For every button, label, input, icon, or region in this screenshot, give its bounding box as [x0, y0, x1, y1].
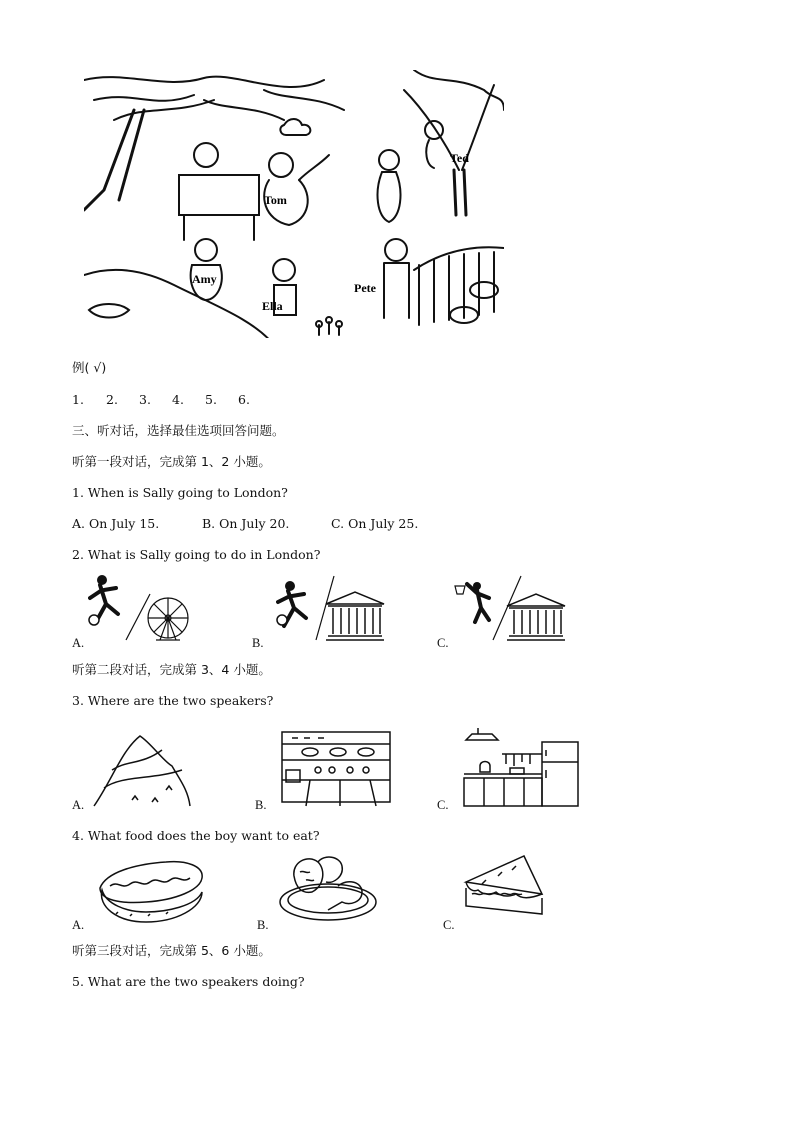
dialog-3-instruction: 听第三段对话，完成第 5、6 小题。	[72, 943, 271, 958]
q3-option-a: A.	[72, 798, 85, 812]
scene-name-pete: Pete	[354, 281, 376, 295]
q4-option-c: C.	[443, 918, 455, 932]
question-3: 3. Where are the two speakers?	[72, 693, 274, 708]
q2-option-a: A.	[72, 636, 85, 650]
q2-option-b: B.	[252, 636, 264, 650]
q2-option-c: C.	[437, 636, 449, 650]
museum-building-icon	[507, 594, 565, 640]
blank-1: 1.	[72, 392, 84, 407]
scene-name-ella: Ella	[262, 299, 283, 313]
q4-option-a-image	[96, 856, 208, 926]
basketball-player-icon	[455, 582, 489, 622]
question-4: 4. What food does the boy want to eat?	[72, 828, 320, 843]
q4-option-b-image	[278, 852, 378, 928]
question-5: 5. What are the two speakers doing?	[72, 974, 305, 989]
example-mark: 例( √)	[72, 360, 107, 375]
blank-5: 5.	[205, 392, 217, 407]
football-player-icon	[89, 575, 118, 625]
ferris-wheel-icon	[148, 598, 188, 640]
q3-option-a-image	[92, 730, 192, 808]
q1-option-a: A. On July 15.	[72, 516, 160, 531]
q2-option-b-image	[276, 574, 396, 642]
q4-option-c-image	[462, 854, 546, 920]
hot-dog-icon	[96, 856, 208, 926]
q3-option-c: C.	[437, 798, 449, 812]
section-3-title: 三、听对话，选择最佳选项回答问题。	[72, 423, 285, 438]
scene-name-amy: Amy	[192, 272, 217, 286]
chicken-legs-icon	[278, 852, 378, 928]
dialog-1-instruction: 听第一段对话，完成第 1、2 小题。	[72, 454, 271, 469]
restaurant-counter-icon	[280, 730, 392, 808]
q4-option-b: B.	[257, 918, 269, 932]
mountain-icon	[92, 730, 192, 808]
football-player-icon	[277, 581, 306, 626]
blank-3: 3.	[139, 392, 151, 407]
q2-option-a-image	[88, 574, 198, 642]
question-1: 1. When is Sally going to London?	[72, 485, 288, 500]
question-2: 2. What is Sally going to do in London?	[72, 547, 321, 562]
blank-2: 2.	[106, 392, 118, 407]
q3-option-b-image	[280, 730, 392, 808]
q1-option-c: C. On July 25.	[331, 516, 419, 531]
kitchen-icon	[462, 726, 580, 810]
q2-option-c-image	[453, 574, 573, 642]
q1-option-b: B. On July 20.	[202, 516, 290, 531]
q3-option-c-image	[462, 726, 580, 810]
dialog-2-instruction: 听第二段对话，完成第 3、4 小题。	[72, 662, 271, 677]
museum-building-icon	[326, 592, 384, 640]
scene-name-tom: Tom	[264, 193, 287, 207]
q4-option-a: A.	[72, 918, 85, 932]
scene-name-ted: Ted	[450, 151, 469, 165]
park-scene-drawing	[84, 70, 504, 338]
blank-4: 4.	[172, 392, 184, 407]
blank-6: 6.	[238, 392, 250, 407]
park-scene-illustration	[84, 70, 504, 338]
q3-option-b: B.	[255, 798, 267, 812]
sandwich-icon	[462, 854, 546, 920]
